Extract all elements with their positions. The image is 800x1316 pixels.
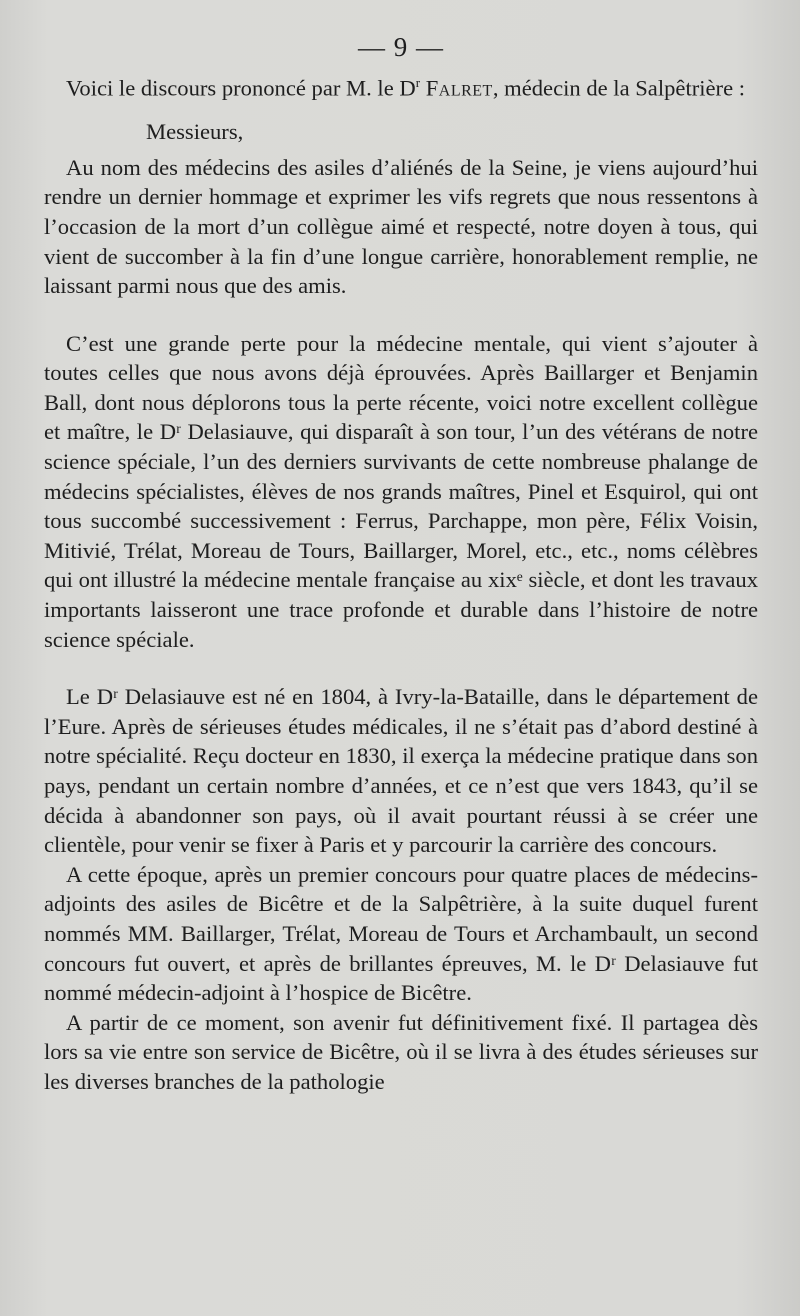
page-number: — 9 —	[358, 32, 444, 62]
speech-paragraph-5: A partir de ce moment, son avenir fut définitivement fixé. Il partagea dès lors sa vie entre son service de Bicêtre, où il se livra à des études sérieuses sur les diverses branches de la pathologie	[44, 1009, 758, 1094]
salutation: Messieurs,	[146, 119, 244, 145]
speech-body	[44, 153, 758, 1097]
intro-text-before: Voici le discours prononcé par M. le D	[66, 75, 416, 101]
intro-text-after: , médecin de la Salpêtrière :	[492, 75, 746, 101]
speech-paragraph-1: Au nom des médecins des asiles d’aliénés de la Seine, je viens aujourd’hui rendre un dernier hommage et exprimer les vifs regrets que nous ressentons à l’occasion de la mort d’un collègue aimé et respecté, notre doyen à tous, qui vient de succomber à la fin d’une longue carrière, honorablement remplie, ne laissant parmi nous que des amis.	[44, 154, 758, 299]
speech-paragraph-4: A cette époque, après un premier concours pour quatre places de médecins-adjoints des asiles de Bicêtre et de la Salpêtrière, à la suite duquel furent nommés MM. Baillarger, Trélat, Moreau de Tours et Archambault, un second concours fut ouvert, et après de brillantes épreuves, M. le Dʳ Delasiauve fut nommé médecin-adjoint à l’hospice de Bicêtre.	[44, 861, 758, 1006]
intro-paragraph	[44, 68, 758, 103]
speech-paragraph-3: Le Dʳ Delasiauve est né en 1804, à Ivry-la-Bataille, dans le département de l’Eure. Après de sérieuses études médicales, il ne s’était pas d’abord destiné à notre spécialité. Reçu docteur en 1830, il exerça la médecine pratique dans son pays, pendant un certain nombre d’années, et ce n’est que vers 1843, qu’il se décida à abandonner son pays, où il avait pourtant réussi à se créer une clientèle, pour venir se fixer à Paris et y parcourir la carrière des concours.	[44, 684, 758, 858]
speech-paragraph-2: C’est une grande perte pour la médecine mentale, qui vient s’ajouter à toutes celles que nous avons déjà éprouvées. Après Baillarger et Benjamin Ball, dont nous déplorons tous la perte récente, voici notre excellent collègue et maître, le Dʳ Delasiauve, qui disparaît à son tour, l’un des vétérans de notre science spéciale, l’un des derniers survivants de cette nombreuse phalange de médecins spécialistes, élèves de nos grands maîtres, Pinel et Esquirol, qui ont tous succombé successivement : Ferrus, Parchappe, mon père, Félix Voisin, Mitivié, Trélat, Moreau de Tours, Baillarger, Morel, etc., etc., noms célèbres qui ont illustré la médecine mentale française au xixᵉ siècle, et dont les travaux importants laisseront une trace profonde et durable dans l’histoire de notre science spéciale.	[44, 330, 758, 652]
intro-doctor-superscript: r	[415, 75, 421, 90]
speaker-name: Falret	[425, 75, 493, 101]
